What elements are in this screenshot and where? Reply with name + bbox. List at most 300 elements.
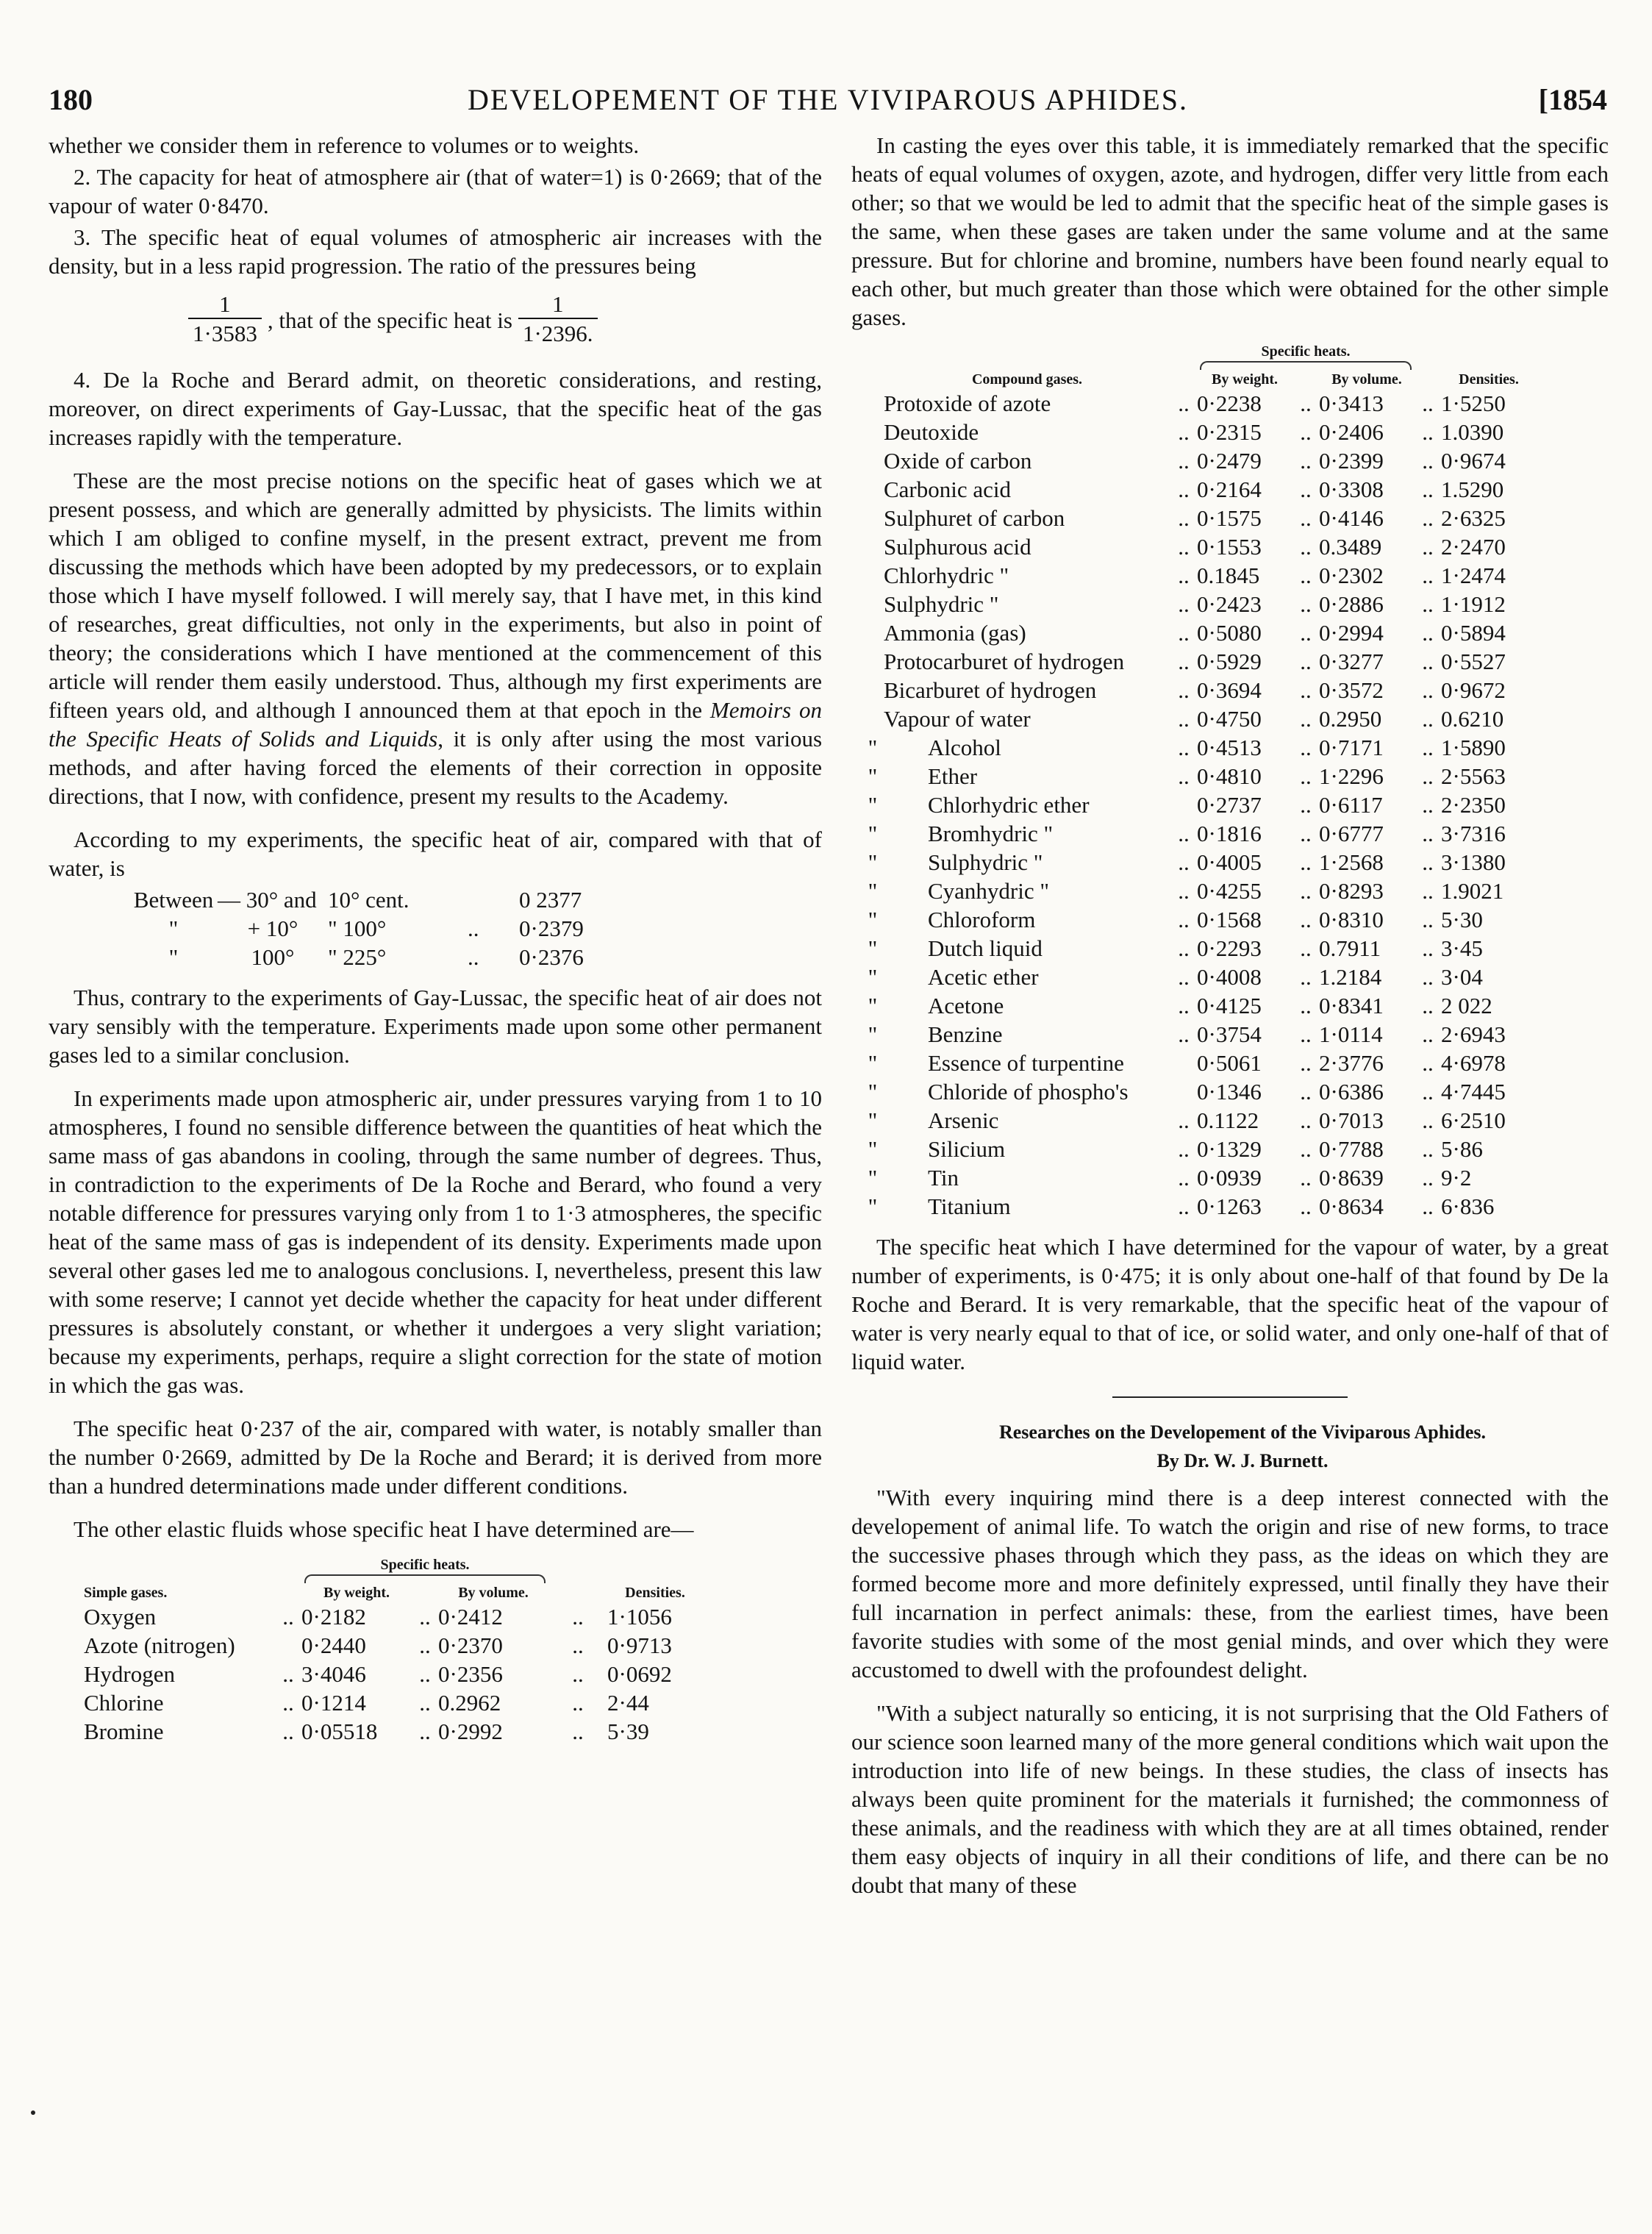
table-row [862, 504, 1537, 532]
cell-name: Sulphydric " [884, 591, 999, 617]
cell-d: 1.0390 [1441, 419, 1504, 445]
cell-d1: .. [1178, 477, 1190, 502]
leader-dots: .. [1422, 878, 1434, 904]
leader-dots: .. [1300, 1107, 1312, 1133]
cell-w: 0·1263 [1197, 1193, 1262, 1219]
cell-name: Deutoxide [884, 419, 979, 445]
cell-name: Vapour of water [884, 706, 1031, 732]
cell-q: " [868, 735, 878, 760]
cell-w: 0·2315 [1197, 419, 1262, 445]
leader-dots: .. [1300, 1136, 1312, 1162]
leader-dots: .. [1422, 1079, 1434, 1104]
paragraph: whether we consider them in reference to volumes or to weights. [49, 132, 640, 158]
cell-name: Sulphuret of carbon [884, 505, 1065, 531]
cell-d: 2·2350 [1441, 792, 1506, 818]
cell-d: 0·9674 [1441, 448, 1506, 474]
cell-name: Chloride of phospho's [928, 1079, 1129, 1104]
table-row [862, 618, 1537, 647]
right-column [851, 131, 1609, 1914]
air-specific-heat-table [129, 885, 584, 971]
cell-w: 0·2423 [1197, 591, 1262, 617]
cell-q [862, 590, 884, 618]
cell-d: 2·5563 [1441, 763, 1506, 789]
cell-q [862, 618, 884, 647]
leader-dots: .. [1300, 477, 1312, 502]
leader-dots: .. [1300, 620, 1312, 646]
cell-v: 0·3572 [1319, 677, 1384, 703]
cell-d: 0.6210 [1441, 706, 1504, 732]
cell-name: Chlorhydric " [884, 563, 1009, 588]
table-header-row: Compound gases. By weight. By volume. Densities. [971, 371, 1519, 388]
paragraph: 2. The capacity for heat of atmosphere air (that of water=1) is 0·2669; that of the vapour of water 0·8470. [49, 164, 822, 218]
table-row [862, 819, 1537, 848]
cell-w: 0·2293 [1197, 935, 1262, 961]
cell-d: 0·5894 [1441, 620, 1506, 646]
table-row [862, 647, 1537, 676]
denominator: 1·3583 [188, 318, 262, 349]
leader-dots: .. [1300, 390, 1312, 416]
cell-q [862, 504, 884, 532]
cell-d1: .. [1178, 993, 1190, 1018]
cell-v: 1·2296 [1319, 763, 1384, 789]
paragraph: The other elastic fluids whose specific heat I have determined are— [74, 1516, 694, 1542]
paragraph: According to my experiments, the specific heat of air, compared with that of water, is [49, 827, 822, 881]
leader-dots: .. [1422, 1107, 1434, 1133]
table-row [862, 1020, 1537, 1049]
table-row [862, 1106, 1537, 1135]
leader-dots: .. [1300, 993, 1312, 1018]
leader-dots: .. [1300, 792, 1312, 818]
table-row [862, 418, 1537, 446]
cell-v: 0·6117 [1319, 792, 1383, 818]
cell-name: Bromhydric " [928, 821, 1054, 846]
cell-d1: .. [1178, 1136, 1190, 1162]
table-row [862, 934, 1537, 963]
cell-q: " [868, 1050, 878, 1076]
cell-v: 0·2406 [1319, 419, 1384, 445]
table-row [862, 532, 1537, 561]
leader-dots: .. [1422, 935, 1434, 961]
leader-dots: .. [1422, 907, 1434, 932]
cell-name: Acetic ether [928, 964, 1039, 990]
cell-d1: .. [1178, 591, 1190, 617]
cell-d1: .. [1178, 706, 1190, 732]
paragraph: In experiments made upon atmospheric air, under pressures varying from 1 to 10 atmospheres, I found no sensible difference between the quantities of heat which the same mass of gas abandons in cooling, through the same number of degrees. Thus, in contradiction to the experiments of De la Roche and Berard, who found a very notable difference for pressures varying only from 1 to 1·3 atmospheres, the specific heat of the same mass of gas is independent of its density. Experiments made upon several other gases led me to analogous conclusions. I, nevertheless, present this law with some reserve; I cannot yet decide whether the capacity for heat under different pressures is absolutely constant, or whether it undergoes a very slight variation; because my experiments, perhaps, require a slight correction for the state of motion in which the gas was. [49, 1085, 822, 1398]
table-row: " 100° " 225° .. 0·2376 [168, 944, 584, 970]
cell-q [862, 561, 884, 590]
cell-d1: .. [1178, 677, 1190, 703]
cell-d: 2·6943 [1441, 1021, 1506, 1047]
leader-dots: .. [1422, 792, 1434, 818]
leader-dots: .. [1422, 993, 1434, 1018]
cell-v: 0·8634 [1319, 1193, 1384, 1219]
leader-dots: .. [1300, 1193, 1312, 1219]
cell-q [862, 532, 884, 561]
cell-name: Alcohol [928, 735, 1001, 760]
cell-v: 0·7788 [1319, 1136, 1384, 1162]
cell-d: 4·6978 [1441, 1050, 1506, 1076]
table-row: Bromine .. 0·05518 .. 0·2992 .. 5·39 [84, 1719, 649, 1744]
cell-w: 0·4255 [1197, 878, 1262, 904]
table-row: Chlorine .. 0·1214 .. 0.2962 .. 2·44 [84, 1690, 649, 1716]
cell-d: 1·5250 [1441, 390, 1506, 416]
leader-dots: .. [1422, 477, 1434, 502]
cell-name: Dutch liquid [928, 935, 1043, 961]
cell-w: 0.1122 [1197, 1107, 1259, 1133]
table-row: Between — 30° and 10° cent. 0 2377 [133, 887, 582, 913]
cell-w: 0·2737 [1197, 792, 1262, 818]
cell-v: 1·2568 [1319, 849, 1384, 875]
cell-v: 0·8293 [1319, 878, 1384, 904]
table-row [862, 733, 1537, 762]
cell-w: 0·4750 [1197, 706, 1262, 732]
compound-gases-table [862, 342, 1537, 1221]
cell-d1: .. [1178, 907, 1190, 932]
article-byline: By Dr. W. J. Burnett. [1156, 1450, 1329, 1471]
paragraph: 4. De la Roche and Berard admit, on theoretic considerations, and resting, moreover, on direct experiments of Gay-Lussac, that the specific heat of the gas increases rapidly with the temperature. [49, 367, 822, 450]
cell-v: 0.2950 [1319, 706, 1382, 732]
leader-dots: .. [1422, 1050, 1434, 1076]
cell-name: Sulphydric " [928, 849, 1043, 875]
table-row [862, 991, 1537, 1020]
cell-d: 9·2 [1441, 1165, 1472, 1191]
cell-w: 0·4513 [1197, 735, 1262, 760]
cell-d1: .. [1178, 849, 1190, 875]
leader-dots: .. [1422, 1165, 1434, 1191]
cell-v: 0·4146 [1319, 505, 1384, 531]
running-title: DEVELOPEMENT OF THE VIVIPAROUS APHIDES. [468, 83, 1188, 116]
cell-name: Bicarburet of hydrogen [884, 677, 1097, 703]
numerator: 1 [552, 291, 564, 317]
table-row [862, 762, 1537, 791]
table-row: Azote (nitrogen) 0·2440 .. 0·2370 .. 0·9713 [84, 1632, 672, 1658]
cell-d: 3·7316 [1441, 821, 1506, 846]
cell-d1: .. [1178, 563, 1190, 588]
cell-d: 5·86 [1441, 1136, 1483, 1162]
cell-q: " [868, 821, 878, 846]
cell-q: " [868, 849, 878, 875]
cell-v: 0·7013 [1319, 1107, 1384, 1133]
cell-d1: .. [1178, 620, 1190, 646]
simple-gases-table [84, 1555, 703, 1746]
leader-dots: .. [1300, 935, 1312, 961]
leader-dots: .. [1300, 821, 1312, 846]
leader-dots: .. [1300, 849, 1312, 875]
cell-v: 0·2994 [1319, 620, 1384, 646]
cell-name: Silicium [928, 1136, 1006, 1162]
table-super-header: Specific heats. [1261, 343, 1351, 360]
cell-d: 1.9021 [1441, 878, 1504, 904]
table-brace [862, 361, 1537, 370]
compound-gases-body [862, 389, 1537, 1221]
cell-d1: .. [1178, 390, 1190, 416]
article-heading: Researches on the Developement of the Viviparous Aphides. [998, 1421, 1487, 1443]
cell-d1: .. [1178, 735, 1190, 760]
leader-dots: .. [1300, 763, 1312, 789]
cell-w: 0·2164 [1197, 477, 1262, 502]
cell-w: 0·4008 [1197, 964, 1262, 990]
table-row: Hydrogen .. 3·4046 .. 0·2356 .. 0·0692 [84, 1661, 672, 1687]
leader-dots: .. [1422, 505, 1434, 531]
paragraph: The specific heat 0·237 of the air, compared with water, is notably smaller than the number 0·2669, admitted by De la Roche and Berard; it is derived from more than a hundred determinations made under different conditions. [49, 1416, 822, 1499]
leader-dots: .. [1300, 563, 1312, 588]
cell-v: 0·2399 [1319, 448, 1384, 474]
cell-d: 2 022 [1441, 993, 1492, 1018]
cell-q [862, 676, 884, 704]
cell-q: " [868, 964, 878, 990]
cell-q: " [868, 1079, 878, 1104]
table-row [862, 963, 1537, 991]
cell-d: 0·9672 [1441, 677, 1506, 703]
cell-w: 0·1553 [1197, 534, 1262, 560]
table-super-header: Specific heats. [380, 1557, 470, 1573]
leader-dots: .. [1422, 448, 1434, 474]
cell-d1 [1170, 1049, 1197, 1077]
leader-dots: .. [1422, 563, 1434, 588]
leader-dots: .. [1422, 649, 1434, 674]
table-row [862, 905, 1537, 934]
stray-mark [31, 2110, 35, 2115]
cell-w: 0·1329 [1197, 1136, 1262, 1162]
table-header-row: Simple gases. By weight. By volume. Densities. [84, 1585, 685, 1601]
paragraph: Thus, contrary to the experiments of Gay-Lussac, the specific heat of air does not vary sensibly with the temperature. Experiments made upon some other permanent gases led to a similar conclusion. [49, 985, 822, 1068]
table-row [862, 1163, 1537, 1192]
cell-q [862, 418, 884, 446]
table-row [862, 676, 1537, 704]
leader-dots: .. [1422, 706, 1434, 732]
leader-dots: .. [1422, 1193, 1434, 1219]
paragraph: The specific heat which I have determined for the vapour of water, by a great number of experiments, is 0·475; it is only about one-half of that found by De la Roche and Berard. It is very remarkable, that the specific heat of the vapour of water is very nearly equal to that of ice, or solid water, and only one-half of that of liquid water. [851, 1234, 1609, 1374]
cell-name: Sulphurous acid [884, 534, 1031, 560]
paragraph: "With every inquiring mind there is a deep interest connected with the developement of animal life. To watch the origin and rise of new forms, to trace the successive phases through which they pass, as the ideas on which they are formed become more and more definitely expressed, until finally they have their full incarnation in perfect animals: these, from the earliest times, have been favorite studies with some of the most genial minds, and over which they were accustomed to dwell with the profoundest delight. [851, 1485, 1609, 1682]
cell-w: 0·2479 [1197, 448, 1262, 474]
leader-dots: .. [1300, 1165, 1312, 1191]
cell-d1: .. [1178, 448, 1190, 474]
cell-d1: .. [1178, 1165, 1190, 1191]
leader-dots: .. [1422, 821, 1434, 846]
cell-w: 0·3694 [1197, 677, 1262, 703]
cell-w: 0·5080 [1197, 620, 1262, 646]
cell-v: 0.3489 [1319, 534, 1382, 560]
cell-v: 1·0114 [1319, 1021, 1383, 1047]
cell-d: 0·5527 [1441, 649, 1506, 674]
paragraph: In casting the eyes over this table, it is immediately remarked that the specific heats of equal volumes of oxygen, azote, and hydrogen, differ very little from each other; so that we would be led to admit that the specific heat of the simple gases is the same, when these gases are taken under the same volume and at the same pressure. But for chlorine and bromine, numbers have been found nearly equal to each other, but much greater than those which were obtained for the other simple gases. [851, 132, 1609, 330]
cell-q: " [868, 1165, 878, 1191]
cell-q: " [868, 1021, 878, 1047]
table-row [862, 791, 1537, 819]
cell-q: " [868, 763, 878, 789]
cell-q [862, 475, 884, 504]
cell-d: 2·6325 [1441, 505, 1506, 531]
cell-v: 0·8310 [1319, 907, 1384, 932]
cell-d1: .. [1178, 534, 1190, 560]
cell-d1: .. [1178, 878, 1190, 904]
cell-d1: .. [1178, 935, 1190, 961]
cell-w: 0·4125 [1197, 993, 1262, 1018]
cell-d: 3·1380 [1441, 849, 1506, 875]
cell-d1: .. [1178, 419, 1190, 445]
cell-d1: .. [1178, 505, 1190, 531]
paragraph: 3. The specific heat of equal volumes of atmospheric air increases with the density, but in a less rapid progression. The ratio of the pressures being [49, 224, 822, 279]
table-row [862, 704, 1537, 733]
table-row: Oxygen .. 0·2182 .. 0·2412 .. 1·1056 [84, 1604, 672, 1630]
cell-d1 [1170, 791, 1197, 819]
cell-d1: .. [1178, 1021, 1190, 1047]
cell-q: " [868, 1107, 878, 1133]
cell-name: Ether [928, 763, 978, 789]
table-row [862, 590, 1537, 618]
leader-dots: .. [1422, 735, 1434, 760]
left-column [49, 131, 822, 1746]
leader-dots: .. [1300, 677, 1312, 703]
cell-d: 2·2470 [1441, 534, 1506, 560]
leader-dots: .. [1300, 534, 1312, 560]
pressure-ratio-formula [49, 285, 822, 355]
cell-w: 0·2238 [1197, 390, 1262, 416]
cell-d: 3·45 [1441, 935, 1483, 961]
fraction [188, 291, 262, 349]
leader-dots: .. [1300, 1050, 1312, 1076]
cell-name: Titanium [928, 1193, 1011, 1219]
leader-dots: .. [1422, 1136, 1434, 1162]
leader-dots: .. [1300, 878, 1312, 904]
cell-w: 0.1845 [1197, 563, 1260, 588]
cell-w: 0·0939 [1197, 1165, 1262, 1191]
table-row [862, 561, 1537, 590]
cell-name: Acetone [928, 993, 1004, 1018]
cell-name: Protocarburet of hydrogen [884, 649, 1125, 674]
cell-d: 6·2510 [1441, 1107, 1506, 1133]
cell-d1: .. [1178, 821, 1190, 846]
cell-d: 1·5890 [1441, 735, 1506, 760]
cell-w: 0·4810 [1197, 763, 1262, 789]
leader-dots: .. [1422, 534, 1434, 560]
cell-name: Chlorhydric ether [928, 792, 1090, 818]
cell-w: 0·1346 [1197, 1079, 1262, 1104]
cell-w: 0·4005 [1197, 849, 1262, 875]
leader-dots: .. [1422, 763, 1434, 789]
leader-dots: .. [1300, 419, 1312, 445]
paragraph: These are the most precise notions on the specific heat of gases which we at present possess, and which are generally admitted by physicists. The limits within which I am obliged to confine myself, in the present extract, prevent me from discussing the methods which have been adopted by my predecessors, or to explain those which I have myself followed. I will merely say, that I have met, in this kind of researches, great difficulties, not only in the experiments, but also in point of theory; the considerations which I have mentioned at the commencement of this article will render them easily understood. Thus, although my first experiments are fifteen years old, and although I announced them at that epoch in the Memoirs on the Specific Heats of Solids and Liquids, it is only after using the most various methods, and after having forced the elements of their correction in opposite directions, that I now, with confidence, present my results to the Academy. [49, 468, 823, 809]
running-year: [1854 [1538, 83, 1607, 116]
table-row [862, 475, 1537, 504]
cell-w: 0·1575 [1197, 505, 1262, 531]
table-row [862, 389, 1537, 418]
cell-q [862, 647, 884, 676]
cell-w: 0·5061 [1197, 1050, 1262, 1076]
table-row: " + 10° " 100° .. 0·2379 [168, 916, 584, 941]
cell-q: " [868, 993, 878, 1018]
cell-v: 1.2184 [1319, 964, 1382, 990]
table-row [862, 446, 1537, 475]
leader-dots: .. [1300, 1021, 1312, 1047]
cell-w: 0·1568 [1197, 907, 1262, 932]
cell-d: 4·7445 [1441, 1079, 1506, 1104]
cell-name: Essence of turpentine [928, 1050, 1124, 1076]
cell-name: Tin [928, 1165, 959, 1191]
cell-d1: .. [1178, 1107, 1190, 1133]
cell-q: " [868, 792, 878, 818]
cell-v: 0·8341 [1319, 993, 1384, 1018]
cell-v: 0.7911 [1319, 935, 1381, 961]
cell-v: 0·2302 [1319, 563, 1384, 588]
cell-d1: .. [1178, 1193, 1190, 1219]
leader-dots: .. [1300, 505, 1312, 531]
table-brace [84, 1574, 703, 1583]
cell-d: 1.5290 [1441, 477, 1504, 502]
leader-dots: .. [1422, 620, 1434, 646]
cell-name: Oxide of carbon [884, 448, 1032, 474]
cell-d1: .. [1178, 763, 1190, 789]
cell-q: " [868, 1193, 878, 1219]
cell-name: Cyanhydric " [928, 878, 1050, 904]
table-row [862, 1135, 1537, 1163]
leader-dots: .. [1300, 591, 1312, 617]
cell-q: " [868, 1136, 878, 1162]
leader-dots: .. [1300, 706, 1312, 732]
table-row [862, 1077, 1537, 1106]
page-number: 180 [49, 83, 93, 116]
cell-q [862, 704, 884, 733]
table-row [862, 848, 1537, 877]
cell-w: 0·3754 [1197, 1021, 1262, 1047]
numerator: 1 [219, 291, 231, 317]
table-row [862, 877, 1537, 905]
cell-v: 0·3308 [1319, 477, 1384, 502]
cell-name: Arsenic [928, 1107, 999, 1133]
cell-v: 2·3776 [1319, 1050, 1384, 1076]
leader-dots: .. [1300, 964, 1312, 990]
cell-q [862, 389, 884, 418]
cell-d: 5·30 [1441, 907, 1483, 932]
paragraph: "With a subject naturally so enticing, it is not surprising that the Old Fathers of our science soon learned many of the more general conditions which wait upon the introduction into life of new beings. In these studies, the class of insects has always been quite prominent for the materials it furnished; the commonness of these animals, and the readiness with which they are at all times obtained, render them easy objects of inquiry in all their conditions of life, and there can be no doubt that many of these [851, 1700, 1609, 1898]
leader-dots: .. [1422, 964, 1434, 990]
running-header [49, 82, 1607, 126]
section-divider [1112, 1396, 1348, 1398]
formula-text: , that of the specific heat is [267, 307, 512, 333]
cell-q: " [868, 878, 878, 904]
cell-v: 0·3277 [1319, 649, 1384, 674]
leader-dots: .. [1422, 849, 1434, 875]
cell-name: Carbonic acid [884, 477, 1012, 502]
cell-d1: .. [1178, 649, 1190, 674]
cell-d: 1·1912 [1441, 591, 1506, 617]
cell-v: 0·6386 [1319, 1079, 1384, 1104]
cell-d: 6·836 [1441, 1193, 1495, 1219]
cell-d1: .. [1178, 964, 1190, 990]
cell-v: 0·2886 [1319, 591, 1384, 617]
table-row [862, 1192, 1537, 1221]
cell-name: Chloroform [928, 907, 1036, 932]
cell-v: 0·7171 [1319, 735, 1384, 760]
cell-w: 0·5929 [1197, 649, 1262, 674]
leader-dots: .. [1422, 677, 1434, 703]
leader-dots: .. [1422, 591, 1434, 617]
fraction [518, 291, 598, 349]
leader-dots: .. [1300, 735, 1312, 760]
cell-v: 0·8639 [1319, 1165, 1384, 1191]
table-row [862, 1049, 1537, 1077]
cell-q [862, 446, 884, 475]
cell-q: " [868, 907, 878, 932]
cell-d: 1·2474 [1441, 563, 1506, 588]
denominator: 1·2396. [518, 318, 598, 349]
cell-name: Ammonia (gas) [884, 620, 1026, 646]
leader-dots: .. [1300, 1079, 1312, 1104]
leader-dots: .. [1422, 1021, 1434, 1047]
leader-dots: .. [1300, 907, 1312, 932]
cell-name: Benzine [928, 1021, 1003, 1047]
